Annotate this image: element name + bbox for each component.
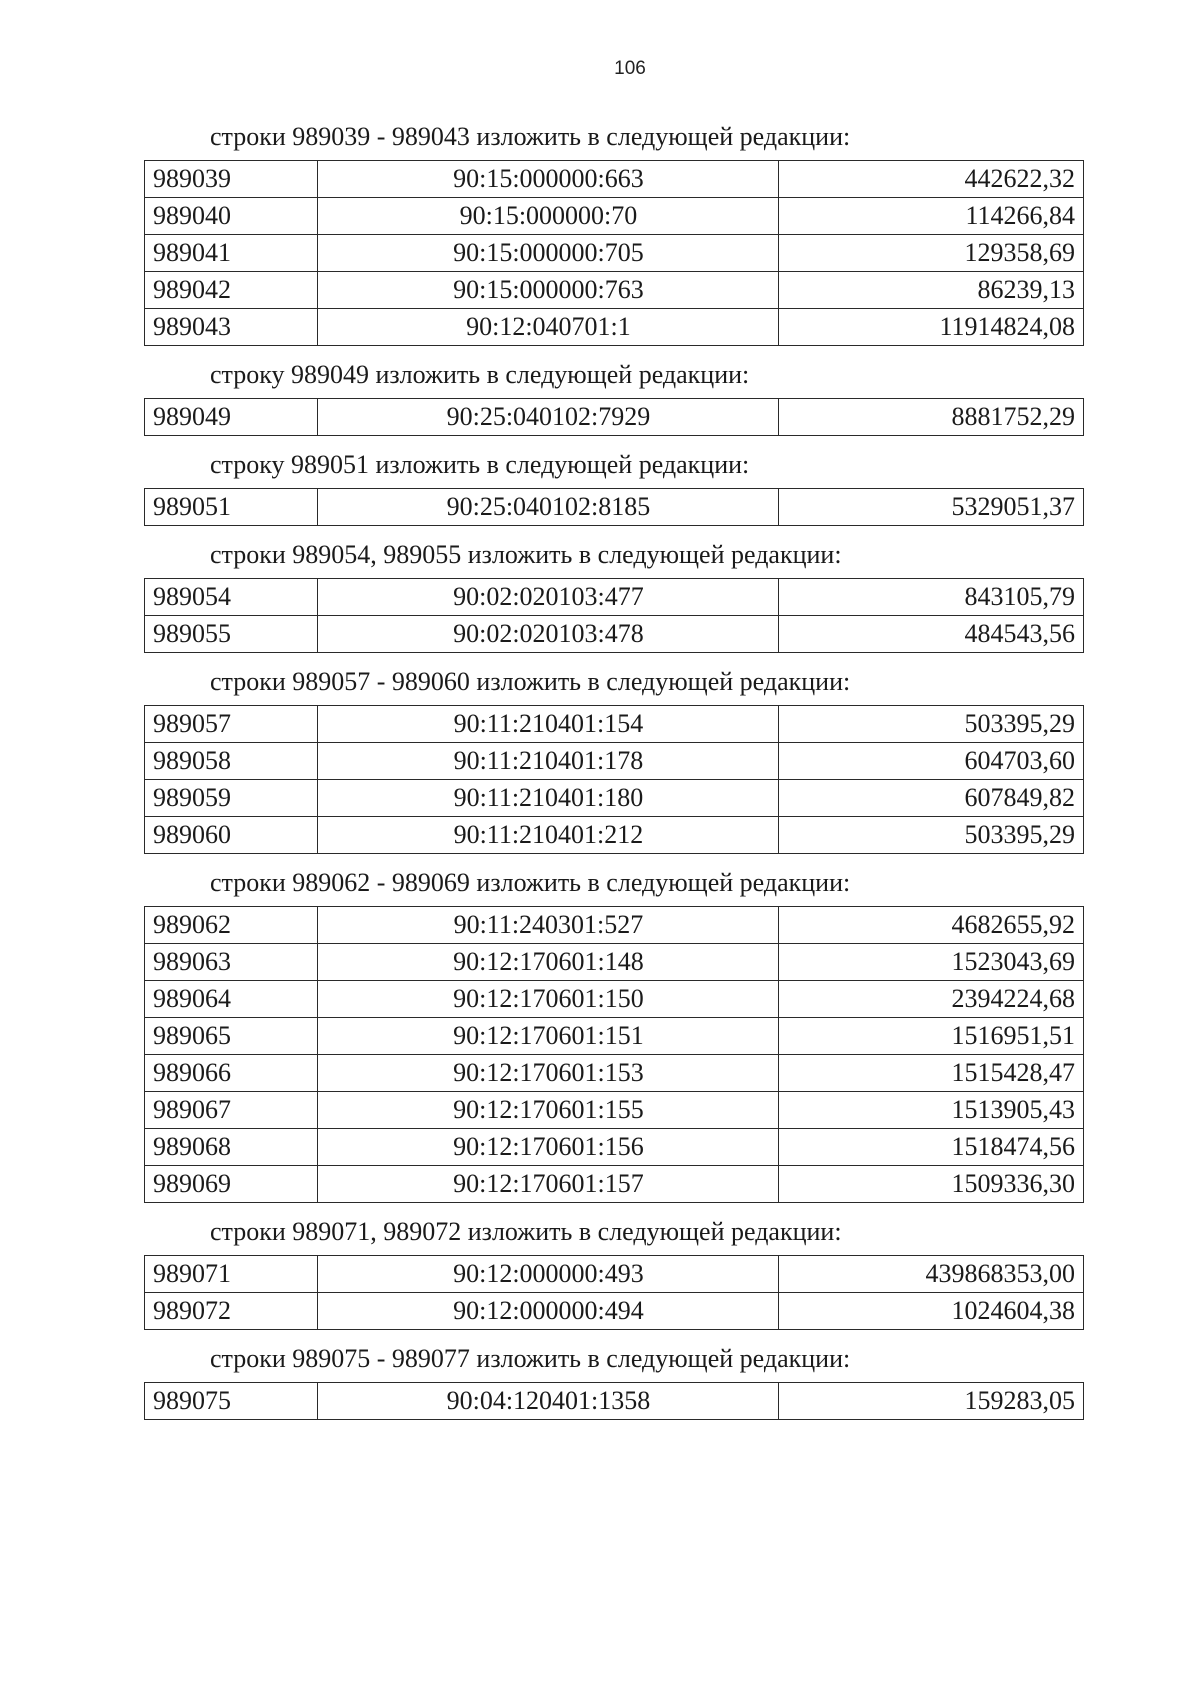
table-row [145,1383,1084,1420]
data-table [144,578,1084,653]
cadastral-number: 90:15:000000:70 [318,198,779,235]
section-989057-989060 [140,667,1085,854]
cadastral-value: 484543,56 [779,616,1084,653]
section-989054-989055 [140,540,1085,653]
cadastral-number: 90:12:170601:151 [318,1018,779,1055]
cadastral-number: 90:15:000000:705 [318,235,779,272]
table-row [145,907,1084,944]
row-number: 989069 [145,1166,318,1203]
cadastral-number: 90:02:020103:477 [318,579,779,616]
section-heading: строку 989051 изложить в следующей редакции: [210,450,750,479]
data-table [144,906,1084,1203]
section-989062-989069 [140,868,1085,1203]
cadastral-number: 90:11:210401:154 [318,706,779,743]
row-number: 989060 [145,817,318,854]
cadastral-value: 604703,60 [779,743,1084,780]
cadastral-value: 8881752,29 [779,399,1084,436]
row-number: 989057 [145,706,318,743]
section-heading: строки 989071, 989072 изложить в следующей редакции: [210,1217,842,1246]
table-row [145,780,1084,817]
cadastral-value: 2394224,68 [779,981,1084,1018]
cadastral-number: 90:12:040701:1 [318,309,779,346]
cadastral-value: 1509336,30 [779,1166,1084,1203]
cadastral-number: 90:11:210401:212 [318,817,779,854]
table-row [145,743,1084,780]
row-number: 989054 [145,579,318,616]
cadastral-value: 129358,69 [779,235,1084,272]
row-number: 989041 [145,235,318,272]
section-989039-989043 [140,122,1085,346]
cadastral-value: 607849,82 [779,780,1084,817]
table-row [145,1256,1084,1293]
cadastral-value: 503395,29 [779,706,1084,743]
data-table [144,1382,1084,1420]
cadastral-number: 90:25:040102:7929 [318,399,779,436]
row-number: 989049 [145,399,318,436]
section-989051 [140,450,1085,526]
table-row [145,1129,1084,1166]
cadastral-value: 4682655,92 [779,907,1084,944]
table-row [145,616,1084,653]
row-number: 989040 [145,198,318,235]
table-row [145,1092,1084,1129]
row-number: 989071 [145,1256,318,1293]
cadastral-number: 90:11:210401:178 [318,743,779,780]
cadastral-number: 90:25:040102:8185 [318,489,779,526]
cadastral-number: 90:11:240301:527 [318,907,779,944]
row-number: 989075 [145,1383,318,1420]
table-row [145,817,1084,854]
cadastral-number: 90:12:000000:494 [318,1293,779,1330]
section-heading: строки 989039 - 989043 изложить в следующей редакции: [210,122,851,151]
data-table [144,488,1084,526]
table-row [145,579,1084,616]
section-heading: строки 989062 - 989069 изложить в следующей редакции: [210,868,851,897]
section-heading: строки 989057 - 989060 изложить в следующей редакции: [210,667,851,696]
cadastral-number: 90:12:000000:493 [318,1256,779,1293]
section-heading: строку 989049 изложить в следующей редакции: [210,360,750,389]
table-row [145,309,1084,346]
row-number: 989043 [145,309,318,346]
table-row [145,1055,1084,1092]
table-row [145,1018,1084,1055]
table-row [145,489,1084,526]
row-number: 989068 [145,1129,318,1166]
section-989049 [140,360,1085,436]
cadastral-value: 1516951,51 [779,1018,1084,1055]
row-number: 989066 [145,1055,318,1092]
row-number: 989042 [145,272,318,309]
section-989071-989072 [140,1217,1085,1330]
table-row [145,981,1084,1018]
cadastral-number: 90:04:120401:1358 [318,1383,779,1420]
table-row [145,944,1084,981]
section-989075-989077 [140,1344,1085,1420]
table-row [145,1166,1084,1203]
cadastral-value: 1515428,47 [779,1055,1084,1092]
cadastral-value: 843105,79 [779,579,1084,616]
row-number: 989055 [145,616,318,653]
cadastral-value: 114266,84 [779,198,1084,235]
cadastral-number: 90:11:210401:180 [318,780,779,817]
cadastral-number: 90:02:020103:478 [318,616,779,653]
cadastral-number: 90:12:170601:156 [318,1129,779,1166]
data-table [144,705,1084,854]
row-number: 989063 [145,944,318,981]
row-number: 989058 [145,743,318,780]
cadastral-value: 442622,32 [779,161,1084,198]
cadastral-value: 1513905,43 [779,1092,1084,1129]
row-number: 989039 [145,161,318,198]
data-table [144,398,1084,436]
table-row [145,1293,1084,1330]
table-row [145,706,1084,743]
cadastral-number: 90:12:170601:148 [318,944,779,981]
row-number: 989051 [145,489,318,526]
data-table [144,1255,1084,1330]
cadastral-value: 439868353,00 [779,1256,1084,1293]
cadastral-value: 1523043,69 [779,944,1084,981]
cadastral-number: 90:12:170601:155 [318,1092,779,1129]
row-number: 989064 [145,981,318,1018]
cadastral-value: 5329051,37 [779,489,1084,526]
cadastral-value: 1518474,56 [779,1129,1084,1166]
cadastral-value: 11914824,08 [779,309,1084,346]
row-number: 989059 [145,780,318,817]
cadastral-number: 90:15:000000:663 [318,161,779,198]
cadastral-number: 90:12:170601:157 [318,1166,779,1203]
table-row [145,161,1084,198]
cadastral-value: 1024604,38 [779,1293,1084,1330]
row-number: 989072 [145,1293,318,1330]
row-number: 989065 [145,1018,318,1055]
data-table [144,160,1084,346]
cadastral-number: 90:12:170601:150 [318,981,779,1018]
cadastral-number: 90:15:000000:763 [318,272,779,309]
cadastral-number: 90:12:170601:153 [318,1055,779,1092]
cadastral-value: 86239,13 [779,272,1084,309]
table-row [145,235,1084,272]
table-row [145,399,1084,436]
table-row [145,198,1084,235]
cadastral-value: 159283,05 [779,1383,1084,1420]
section-heading: строки 989054, 989055 изложить в следующей редакции: [210,540,842,569]
row-number: 989067 [145,1092,318,1129]
table-row [145,272,1084,309]
cadastral-value: 503395,29 [779,817,1084,854]
section-heading: строки 989075 - 989077 изложить в следующей редакции: [210,1344,851,1373]
row-number: 989062 [145,907,318,944]
page-number: 106 [614,58,646,79]
document-body [140,122,1085,1434]
